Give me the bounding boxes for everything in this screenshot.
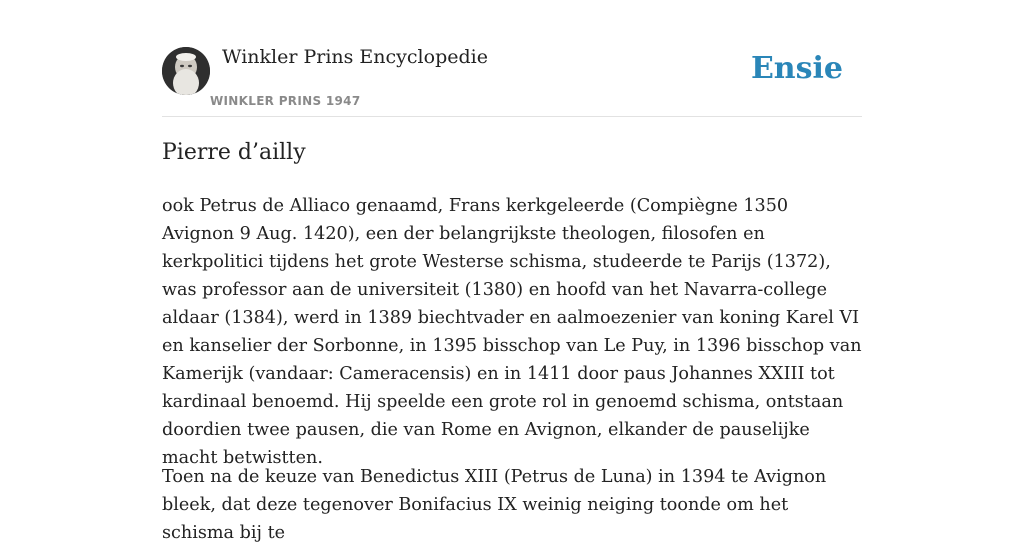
- article-title: Pierre d’ailly: [162, 140, 306, 165]
- portrait-icon: [162, 47, 210, 95]
- article-paragraph: ook Petrus de Alliaco genaamd, Frans kerkgeleerde (Compiègne 1350 Avignon 9 Aug. 1420), een der belangrijkste theologen, filosofen en kerkpolitici tijdens het grote Westerse schisma, studeerde te Parijs (1372), was professor aan de universiteit (1380) en hoofd van het Navarra-college aldaar (1384), werd in 1389 biechtvader en aalmoezenier van koning Karel VI en kanselier der Sorbonne, in 1395 bisschop van Le Puy, in 1396 bisschop van Kamerijk (vandaar: Cameracensis) en in 1411 door paus Johannes XXIII tot kardinaal benoemd. Hij speelde een grote rol in genoemd schisma, ontstaan doordien twee pausen, die van Rome en Avignon, elkander de pauselijke macht betwistten.: [162, 196, 862, 468]
- source-title[interactable]: Winkler Prins Encyclopedie: [222, 46, 488, 68]
- source-header: [162, 0, 862, 117]
- source-subtitle: WINKLER PRINS 1947: [210, 94, 361, 108]
- site-logo[interactable]: Ensie: [750, 51, 843, 86]
- article-page: [162, 0, 862, 543]
- source-avatar[interactable]: [162, 47, 210, 95]
- article-paragraph: Toen na de keuze van Benedictus XIII (Petrus de Luna) in 1394 te Avignon bleek, dat deze tegenover Bonifacius IX weinig neiging toonde om het schisma bij te: [162, 467, 827, 543]
